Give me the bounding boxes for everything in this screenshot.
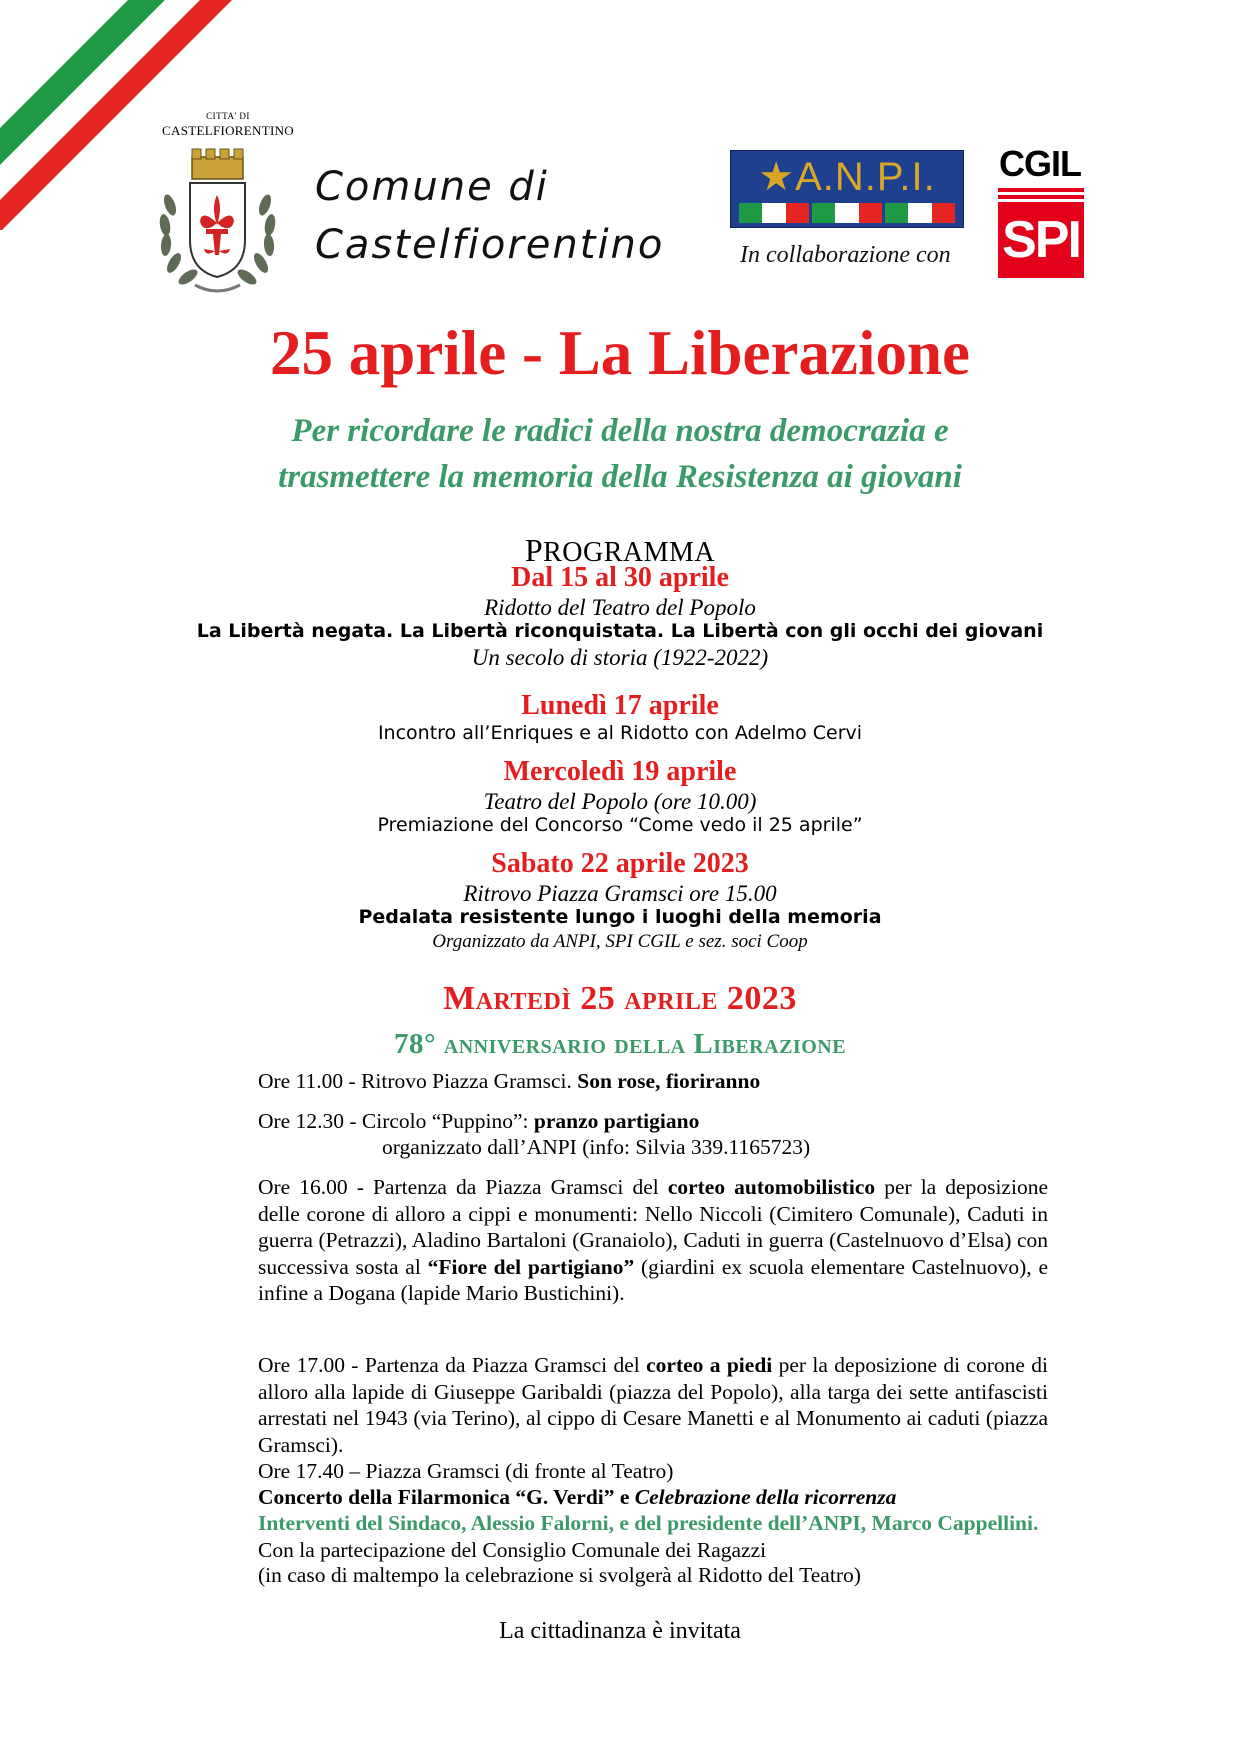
anpi-logo-text: A.N.P.I. (795, 155, 936, 199)
event-2-text: Incontro all’Enriques e al Ridotto con Adelmo Cervi (377, 722, 863, 744)
collaboration-text: In collaborazione con (740, 242, 951, 268)
subtitle-line-2: trasmettere la memoria della Resistenza ai giovani (278, 459, 962, 495)
comune-line-1: Comune di (315, 164, 549, 210)
schedule-item-1: Ore 11.00 - Ritrovo Piazza Gramsci. Son rose, fioriranno (258, 1069, 761, 1093)
schedule-item-2: Ore 12.30 - Circolo “Puppino”: pranzo partigiano (258, 1109, 700, 1133)
anpi-logo (730, 150, 964, 228)
event-3-place: Teatro del Popolo (ore 10.00) (483, 789, 757, 814)
event-4-organizers: Organizzato da ANPI, SPI CGIL e sez. soci Coop (432, 931, 808, 952)
comune-line-2: Castelfiorentino (315, 222, 665, 268)
crest-caption-name: CASTELFIORENTINO (162, 123, 294, 138)
cgil-logo-text: CGIL (999, 143, 1081, 184)
event-3-text: Premiazione del Concorso “Come vedo il 25 aprile” (377, 814, 863, 836)
comune-name (315, 158, 664, 274)
event-1-date: Dal 15 al 30 aprile (511, 562, 729, 593)
schedule-item-7: Interventi del Sindaco, Alessio Falorni, e del presidente dell’ANPI, Marco Cappellini. Con la partecipazione del Consiglio Comunale dei Ragazzi (258, 1511, 1039, 1562)
event-4-date: Sabato 22 aprile 2023 (491, 848, 749, 879)
coat-of-arms-icon (150, 145, 285, 300)
schedule-item-5: Ore 17.40 – Piazza Gramsci (di fronte al Teatro) (258, 1459, 674, 1483)
star-icon: ★ (758, 155, 796, 199)
event-1-title: La Libertà negata. La Libertà riconquistata. La Libertà con gli occhi dei giovani (196, 620, 1044, 642)
programma-heading: PROGRAMMA (524, 532, 716, 568)
anniversary-heading: 78° anniversario della Liberazione (393, 1028, 847, 1060)
schedule-item-2-info: organizzato dall’ANPI (info: Silvia 339.1165723) (382, 1135, 811, 1159)
crest-caption-small: CITTA' DI (206, 111, 250, 121)
event-3-date: Mercoledì 19 aprile (503, 756, 737, 787)
event-2-date: Lunedì 17 aprile (521, 690, 719, 721)
spi-logo (998, 188, 1084, 278)
anpi-flag-band (739, 203, 955, 223)
schedule-item-8: (in caso di maltempo la celebrazione si svolgerà al Ridotto del Teatro) (258, 1563, 861, 1587)
crest-caption (140, 112, 316, 137)
page-title: 25 aprile - La Liberazione (270, 318, 970, 388)
schedule-item-3: Ore 16.00 - Partenza da Piazza Gramsci del corteo automobilistico per la deposizione delle corone di alloro a cippi e monumenti: Nello Niccoli (Cimitero Comunale), Caduti in guerra (Petrazzi), Aladino Bartaloni (Granaiolo), Caduti in guerra (Castelnuovo d’Elsa) con successiva sosta al “Fiore del partigiano” (giardini ex scuola elementare Castelnuovo), e infine a Dogana (lapide Mario Bustichini). (258, 1175, 1048, 1305)
event-1-subtitle: Un secolo di storia (1922-2022) (471, 645, 769, 670)
subtitle-line-1: Per ricordare le radici della nostra democrazia e (291, 413, 949, 449)
event-1-place: Ridotto del Teatro del Popolo (484, 595, 756, 620)
schedule-item-4: Ore 17.00 - Partenza da Piazza Gramsci del corteo a piedi per la deposizione di corone di alloro alla lapide di Giuseppe Garibaldi (piazza del Popolo), alla targa dei sette antifascisti arrestati nel 1943 (via Terino), al cippo di Cesare Manetti e al Monumento ai caduti (piazza Gramsci). (258, 1353, 1048, 1457)
schedule-item-6: Concerto della Filarmonica “G. Verdi” e Celebrazione della ricorrenza (258, 1485, 897, 1509)
spi-logo-text: SPI (1002, 211, 1080, 269)
main-day-heading: Martedì 25 aprile 2023 (443, 980, 797, 1017)
event-4-place: Ritrovo Piazza Gramsci ore 15.00 (463, 881, 777, 906)
closing-text: La cittadinanza è invitata (499, 1618, 741, 1644)
event-4-title: Pedalata resistente lungo i luoghi della memoria (358, 906, 882, 928)
subtitle (0, 408, 1240, 500)
